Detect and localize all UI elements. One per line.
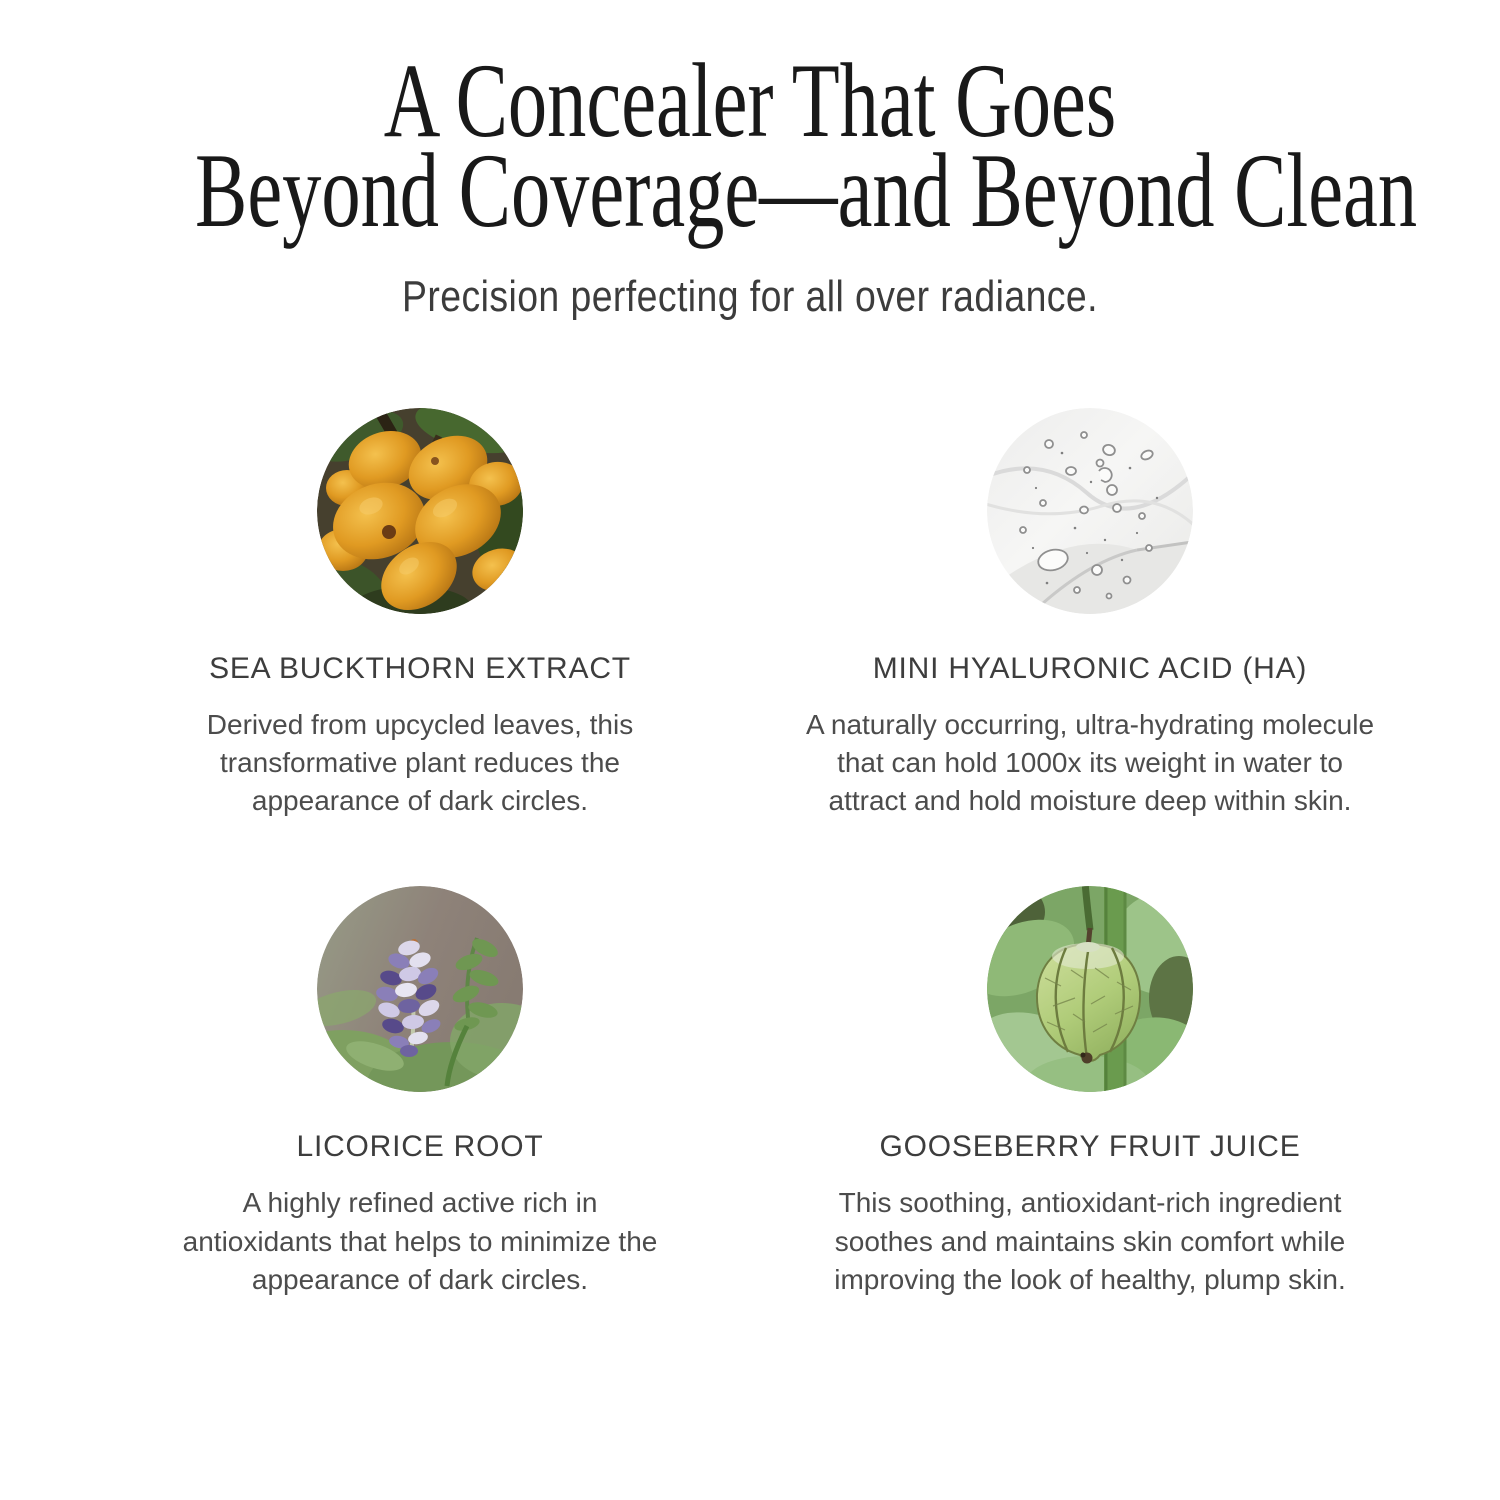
- page-subtitle: Precision perfecting for all over radiance.: [402, 272, 1098, 322]
- ingredient-description: A naturally occurring, ultra-hydrating molecule that can hold 1000x its weight in water to attract and hold moisture deep within skin.: [805, 709, 1375, 817]
- ingredient-card-gooseberry: [800, 886, 1380, 1298]
- sea-buckthorn-berries-photo: [317, 408, 523, 614]
- ingredient-card-hyaluronic-acid: [800, 408, 1380, 820]
- ingredient-name: MINI HYALURONIC ACID (HA): [872, 652, 1308, 686]
- licorice-flower-icon: [317, 886, 523, 1092]
- ingredient-name: LICORICE ROOT: [296, 1130, 544, 1164]
- page-title: [195, 42, 1418, 250]
- page-title-line2: Beyond Coverage—and Beyond Clean: [195, 132, 1418, 250]
- ingredient-description: A highly refined active rich in antioxidants that helps to minimize the appearance of dark circles.: [182, 1187, 658, 1295]
- ingredient-description: This soothing, antioxidant-rich ingredient soothes and maintains skin comfort while improving the look of healthy, plump skin.: [834, 1187, 1346, 1295]
- ingredient-name: GOOSEBERRY FRUIT JUICE: [879, 1130, 1301, 1164]
- hyaluronic-gel-texture-photo: [987, 408, 1193, 614]
- sea-buckthorn-berries-icon: [317, 408, 523, 614]
- ingredient-card-licorice-root: [170, 886, 670, 1298]
- page-title-line1: A Concealer That Goes: [383, 42, 1117, 159]
- gooseberry-fruit-photo: [987, 886, 1193, 1092]
- licorice-flower-photo: [317, 886, 523, 1092]
- ingredient-name: SEA BUCKTHORN EXTRACT: [209, 652, 631, 686]
- ingredients-grid: [0, 408, 1500, 1298]
- gel-texture-icon: [987, 408, 1193, 614]
- ingredient-card-sea-buckthorn: [170, 408, 670, 820]
- gooseberry-fruit-icon: [987, 886, 1193, 1092]
- ingredient-description: Derived from upcycled leaves, this transformative plant reduces the appearance of dark circles.: [206, 709, 634, 817]
